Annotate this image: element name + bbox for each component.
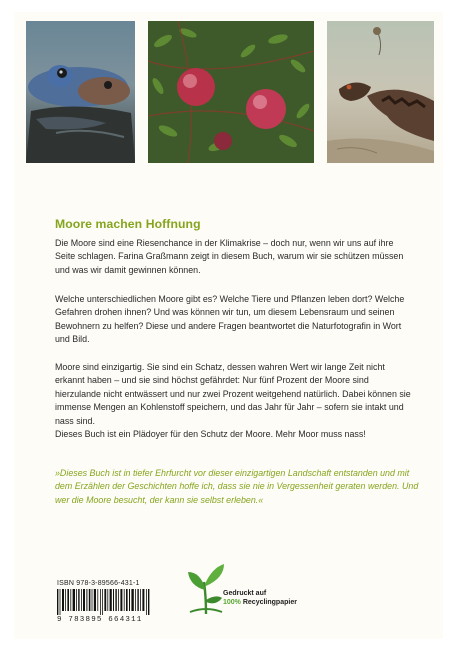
- author-quote: »Dieses Buch ist in tiefer Ehrfurcht vor dieser einzigartigen Landschaft entstanden und mit dem Erzählen der Geschichten hoffe ich, dass sie nie in Vergessenheit geraten werden. Und wer die Moore besucht, der kann sie selbst erleben.«: [55, 468, 419, 505]
- paragraph-questions: Welche unterschiedlichen Moore gibt es? Welche Tiere und Pflanzen leben dort? Welche Gefahren drohen ihnen? Und was können wir tun, um diesem Lebensraum und seinen Bewohnern zu helfen? Diese und andere Fragen beantwortet die Naturfotografin in Wort und Bild.: [55, 294, 405, 345]
- eco-label-line2: [223, 598, 297, 607]
- eco-label-paper: Recyclingpapier: [242, 599, 297, 606]
- eco-label: [223, 589, 297, 607]
- isbn-text: ISBN 978-3-89566-431-1: [57, 580, 140, 587]
- eco-label-percent: 100%: [223, 599, 241, 606]
- paragraph-plea: Dieses Buch ist ein Plädoyer für den Schutz der Moore. Mehr Moor muss nass!: [55, 429, 366, 439]
- snake-photo: [327, 21, 434, 163]
- paragraph-facts: Moore sind einzigartig. Sie sind ein Schatz, dessen wahren Wert wir lange Zeit nicht erkannt haben – und sie sind höchst gefährdet: Nur fünf Prozent der Moore sind hierzulande nicht entwässert und nur zwei Prozent weitgehend natürlich. Dabei können sie immense Mengen an Kohlenstoff speichern, und das Jahr für Jahr – sofern sie intakt und nass sind.: [55, 362, 411, 426]
- cranberry-photo: [148, 21, 314, 163]
- plant-sprout-icon: [186, 560, 226, 616]
- eco-label-line1: Gedruckt auf: [223, 590, 267, 597]
- headline: Moore machen Hoffnung: [55, 217, 201, 231]
- barcode-digits: 9 783895 664311: [57, 616, 143, 624]
- barcode-block: [57, 580, 167, 624]
- paragraph-intro: Die Moore sind eine Riesenchance in der Klimakrise – doch nur, wenn wir uns auf ihre Seite schlagen. Farina Graßmann zeigt in diesem Buch, warum wir sie schützen müssen und was wir damit gewinnen können.: [55, 238, 404, 275]
- frog-photo: [26, 21, 135, 163]
- back-cover: [14, 12, 443, 639]
- barcode-icon: [57, 589, 153, 615]
